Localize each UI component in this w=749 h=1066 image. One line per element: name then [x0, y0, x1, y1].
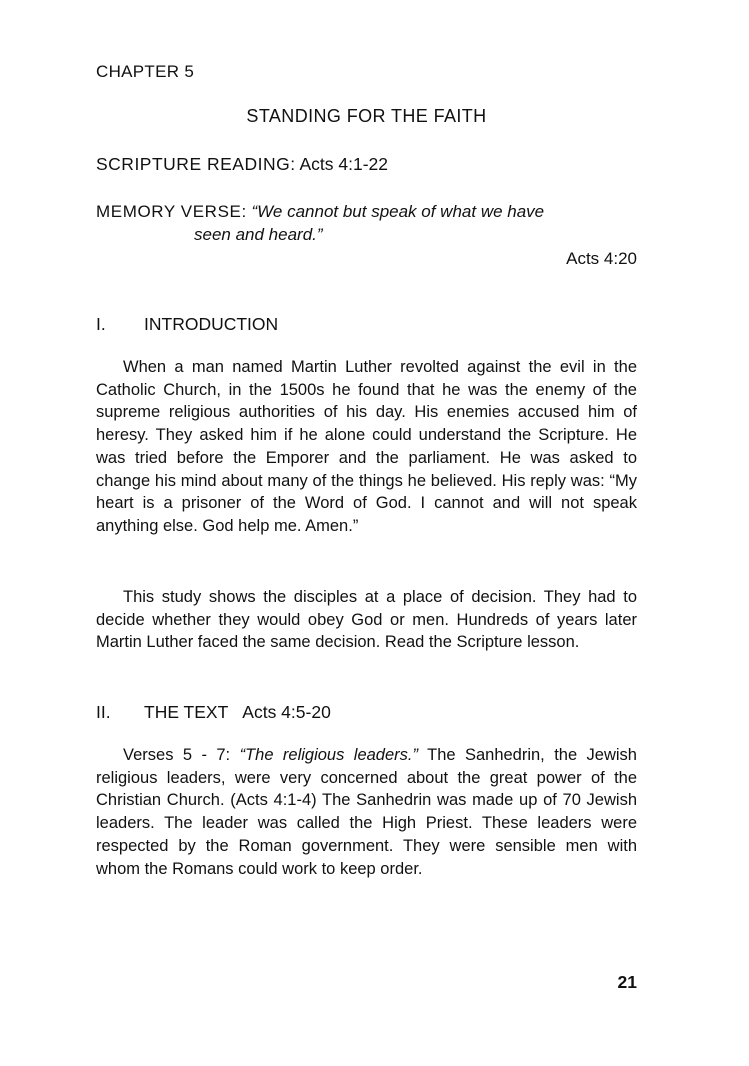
- memory-verse-ref: Acts 4:20: [566, 249, 637, 268]
- verses-body: The Sanhedrin, the Jewish religious leaders, were very concerned about the great power of the Christian Church. (Acts 4:1-4) The Sanhedrin was made up of 70 Jewish leaders. The leader was called the High Priest. These leaders were respected by the Roman government. They were sensible men with whom the Romans could work to keep order.: [96, 746, 637, 878]
- memory-verse-label: MEMORY VERSE:: [96, 202, 247, 221]
- page-number: 21: [617, 972, 637, 992]
- scripture-reading-ref: Acts 4:1-22: [299, 154, 389, 174]
- intro-paragraph-1: [96, 356, 637, 538]
- section-heading-introduction: [96, 314, 278, 335]
- scripture-reading-label: SCRIPTURE READING:: [96, 154, 296, 174]
- section-heading-text: INTRODUCTION: [144, 314, 279, 334]
- section-heading-text: THE TEXT: [144, 702, 229, 722]
- section-heading-ref: Acts 4:5-20: [242, 702, 331, 722]
- memory-verse: [96, 200, 637, 270]
- section-heading-text-study: [96, 702, 331, 723]
- intro-paragraph-2-text: This study shows the disciples at a place of decision. They had to decide whether they would obey God or men. Hundreds of years later Martin Luther faced the same decision. Read the Scripture lesson.: [96, 588, 637, 652]
- section-number: I.: [96, 314, 106, 334]
- intro-paragraph-1-text: When a man named Martin Luther revolted against the evil in the Catholic Church, in the 1500s he found that he was the enemy of the supreme religious authorities of his day. His enemies accused him of heresy. They asked him if he alone could understand the Scripture. He was tried before the Emporer and the parliament. He was asked to change his mind about many of the things he believed. His reply was: “My heart is a prisoner of the Word of God. I cannot and will not speak anything else. God help me. Amen.”: [96, 358, 637, 535]
- verses-quote: “The religious leaders.”: [239, 746, 418, 764]
- intro-paragraph-2: [96, 586, 637, 654]
- book-page: [96, 58, 637, 1008]
- verses-lead: Verses 5 - 7:: [123, 746, 231, 764]
- section-number: II.: [96, 702, 111, 722]
- memory-verse-line-2: seen and heard.”: [194, 225, 323, 244]
- chapter-label: CHAPTER 5: [96, 62, 195, 81]
- text-paragraph-1: [96, 744, 637, 880]
- chapter-title: STANDING FOR THE FAITH: [246, 106, 487, 126]
- memory-verse-line-1: “We cannot but speak of what we have: [251, 202, 545, 221]
- scripture-reading: [96, 154, 388, 175]
